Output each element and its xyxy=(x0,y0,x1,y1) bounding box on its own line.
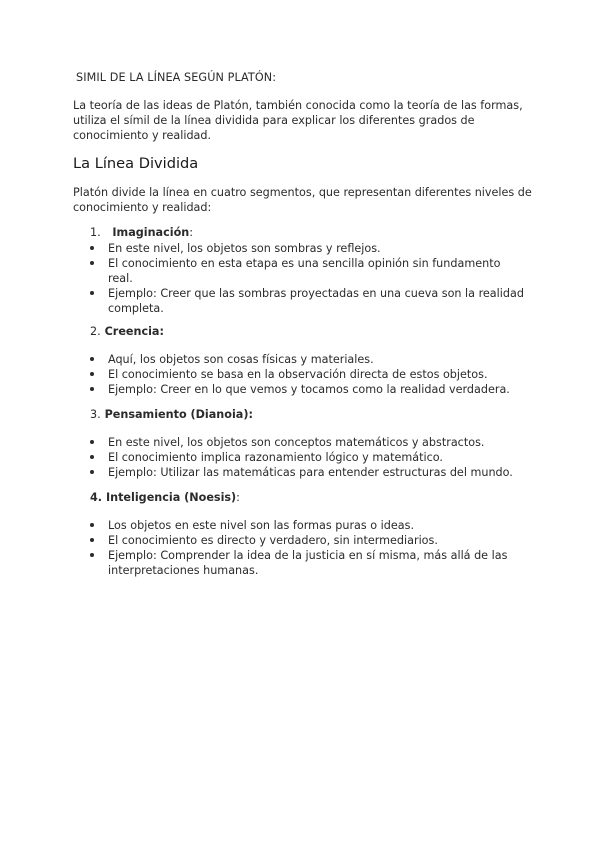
level-2-title: 2. Creencia: xyxy=(90,325,164,338)
list-item: Los objetos en este nivel son las formas puras o ideas. xyxy=(88,518,528,533)
level-number: 1. xyxy=(90,226,101,239)
level-name: Imaginación xyxy=(112,226,190,239)
level-2-bullets xyxy=(88,352,528,397)
level-name: Pensamiento (Dianoia) xyxy=(104,408,249,421)
list-item: El conocimiento en esta etapa es una sencilla opinión sin fundamento real. xyxy=(88,256,528,286)
section-intro-paragraph: Platón divide la línea en cuatro segmentos, que representan diferentes niveles de conocimiento y realidad: xyxy=(73,186,532,214)
list-item: El conocimiento implica razonamiento lógico y matemático. xyxy=(88,450,528,465)
list-item: Ejemplo: Creer que las sombras proyectadas en una cueva son la realidad completa. xyxy=(88,286,528,316)
list-item: El conocimiento es directo y verdadero, sin intermediarios. xyxy=(88,533,528,548)
level-1-title: 1. Imaginación: xyxy=(90,226,193,239)
section-heading: La Línea Dividida xyxy=(73,155,199,172)
list-item: Ejemplo: Comprender la idea de la justicia en sí misma, más allá de las interpretaciones humanas. xyxy=(88,548,528,578)
level-4-title: 4. Inteligencia (Noesis): xyxy=(90,491,240,504)
intro-paragraph: La teoría de las ideas de Platón, también conocida como la teoría de las formas, utiliza el símil de la línea dividida para explicar los diferentes grados de conocimiento y realidad. xyxy=(73,99,523,142)
list-item: Ejemplo: Utilizar las matemáticas para entender estructuras del mundo. xyxy=(88,465,528,480)
list-item: Ejemplo: Creer en lo que vemos y tocamos como la realidad verdadera. xyxy=(88,382,528,397)
level-1-bullets xyxy=(88,241,528,316)
list-item: Aquí, los objetos son cosas físicas y materiales. xyxy=(88,352,528,367)
level-number: 4. xyxy=(90,491,103,504)
level-name: Inteligencia (Noesis) xyxy=(105,491,237,504)
list-item: En este nivel, los objetos son conceptos matemáticos y abstractos. xyxy=(88,435,528,450)
level-number: 2. xyxy=(90,325,101,338)
document-title: SIMIL DE LA LÍNEA SEGÚN PLATÓN: xyxy=(76,71,277,84)
level-number: 3. xyxy=(90,408,101,421)
list-item: En este nivel, los objetos son sombras y reflejos. xyxy=(88,241,528,256)
level-name: Creencia xyxy=(104,325,160,338)
list-item: El conocimiento se basa en la observación directa de estos objetos. xyxy=(88,367,528,382)
level-3-bullets xyxy=(88,435,528,480)
level-3-title: 3. Pensamiento (Dianoia): xyxy=(90,408,253,421)
level-4-bullets xyxy=(88,518,528,578)
